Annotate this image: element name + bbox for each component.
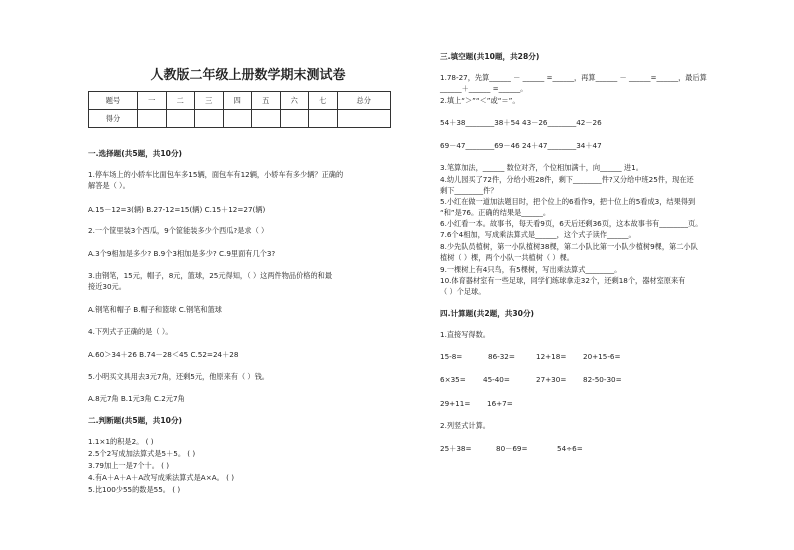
choice-q2-options: A.3个9相加是多少? B.9个3相加是多少? C.9里面有几个3?	[88, 249, 276, 258]
calc-item: 15-8=	[440, 352, 463, 361]
calc-item: 27+30=	[536, 375, 567, 384]
fill-q6: 6.小红看一本。故事书，每天看9页，6天后还剩36页，这本故事书有________页。	[440, 219, 703, 228]
choice-q4: 4.下列式子正确的是（ ）。	[88, 327, 173, 336]
calc-item: 45-40=	[483, 375, 510, 384]
section-heading-calc: 四.计算题(共2题，共30分)	[440, 309, 535, 318]
choice-q4-options: A.60＞34＋26 B.74－28＜45 C.52=24＋28	[88, 350, 239, 359]
section-heading-judge: 二.判断题(共5题，共10分)	[88, 416, 183, 425]
calc-item: 86-32=	[488, 352, 515, 361]
score-table-header-row	[89, 92, 391, 110]
score-table	[88, 91, 391, 128]
choice-q3-line1: 3.由钢笔，15元，帽子，8元，篮球，25元得知，（ ）这两件物品价格的和最	[88, 271, 333, 280]
calc-sub2: 2.列竖式计算。	[440, 421, 490, 430]
calc-item: 82-50-30=	[583, 375, 622, 384]
score-cell[interactable]	[223, 110, 252, 128]
score-header-cell: 六	[280, 92, 309, 110]
section-heading-fill: 三.填空题(共10题，共28分)	[440, 52, 540, 61]
score-header-cell: 七	[309, 92, 338, 110]
score-cell[interactable]	[337, 110, 391, 128]
judge-q3: 3.79加上一是7个十。 ( )	[88, 461, 170, 470]
fill-q10-line2: （ ）个足球。	[440, 287, 486, 296]
choice-q1-line1: 1.停车场上的小轿车比面包车多15辆，面包车有12辆，小轿车有多少辆？正确的	[88, 170, 344, 179]
choice-q5: 5.小明买文具用去3元7角，还剩5元，他原来有（ ）钱。	[88, 372, 269, 381]
score-cell[interactable]	[252, 110, 281, 128]
score-cell[interactable]	[166, 110, 195, 128]
calc-vertical-item: 25＋38=	[440, 444, 472, 453]
calc-sub1: 1.直接写得数。	[440, 330, 490, 339]
fill-q9: 9.一棵树上有4只鸟，有5棵树，写出乘法算式________。	[440, 265, 622, 274]
fill-q2-row2: 69－47________69－46 24＋47________34＋47	[440, 141, 602, 150]
score-header-cell: 四	[223, 92, 252, 110]
fill-q8-line2: 植树（ ）棵，两个小队一共植树（ ）棵。	[440, 253, 574, 262]
score-cell[interactable]	[195, 110, 224, 128]
score-header-cell: 五	[252, 92, 281, 110]
calc-item: 12+18=	[536, 352, 567, 361]
fill-q2-row1: 54＋38________38＋54 43－26________42－26	[440, 118, 602, 127]
calc-vertical-item: 80－69=	[496, 444, 528, 453]
fill-q2: 2.填上“＞”“＜”或“＝”。	[440, 96, 520, 105]
score-header-cell: 一	[138, 92, 167, 110]
calc-item: 16+7=	[487, 399, 513, 408]
score-cell[interactable]	[280, 110, 309, 128]
fill-q1-line2: ______＋______ =______。	[440, 84, 528, 93]
score-header-cell: 二	[166, 92, 195, 110]
score-header-cell: 三	[195, 92, 224, 110]
fill-q5-line1: 5.小红在做一道加法题目时，把个位上的6看作9，把十位上的5看成3，结果得到	[440, 197, 696, 206]
choice-q3-line2: 接近30元。	[88, 282, 126, 291]
section-heading-choice: 一.选择题(共5题，共10分)	[88, 149, 183, 158]
calc-item: 20+15-6=	[583, 352, 621, 361]
score-row-label: 得分	[89, 110, 138, 128]
score-cell[interactable]	[309, 110, 338, 128]
calc-item: 29+11=	[440, 399, 471, 408]
judge-q5: 5.比100少55的数是55。 ( )	[88, 485, 181, 494]
fill-q1-line1: 1.78-27，先算______ － ______ =______，再算______ － ______=______，最后算	[440, 73, 707, 82]
choice-q1-options: A.15－12=3(辆) B.27-12=15(辆) C.15＋12=27(辆)	[88, 205, 266, 214]
choice-q1-line2: 解答是（ ）。	[88, 181, 130, 190]
calc-item: 6×35=	[440, 375, 466, 384]
judge-q4: 4.有A＋A＋A＋A改写成乘法算式是A×A。 ( )	[88, 473, 234, 482]
calc-vertical-item: 54÷6=	[557, 444, 583, 453]
fill-q8-line1: 8.少先队员植树，第一小队植树38棵，第二小队比第一小队少植树9棵，第二小队	[440, 242, 698, 251]
score-cell[interactable]	[138, 110, 167, 128]
choice-q3-options: A.钢笔和帽子 B.帽子和篮球 C.钢笔和篮球	[88, 305, 222, 314]
fill-q3: 3.笔算加法，______ 数位对齐，个位相加满十，向______ 进1。	[440, 163, 643, 172]
choice-q2: 2.一个筐里装3个西瓜，9个筐能装多少个西瓜?是求（ ）	[88, 226, 269, 235]
fill-q10-line1: 10.体育器材室有一些足球，同学们练球拿走32个，还剩18个，器材室原来有	[440, 276, 686, 285]
judge-q1: 1.1×1的积是2。 ( )	[88, 437, 154, 446]
score-header-cell: 题号	[89, 92, 138, 110]
score-table-score-row	[89, 110, 391, 128]
page-title: 人教版二年级上册数学期末测试卷	[150, 68, 346, 83]
judge-q2: 2.5个2写成加法算式是5＋5。 ( )	[88, 449, 196, 458]
fill-q4-line1: 4.幼儿园买了72件，分给小班28件，剩下________件?又分给中班25件，现在还	[440, 175, 694, 184]
fill-q7: 7.6个4相加，写成乘法算式是______，这个式子读作______。	[440, 230, 636, 239]
fill-q5-line2: “和”是76。正确的结果是______。	[440, 208, 551, 217]
score-header-cell: 总分	[337, 92, 391, 110]
fill-q4-line2: 剩下________件？	[440, 186, 498, 195]
choice-q5-options: A.8元7角 B.1元3角 C.2元7角	[88, 394, 185, 403]
